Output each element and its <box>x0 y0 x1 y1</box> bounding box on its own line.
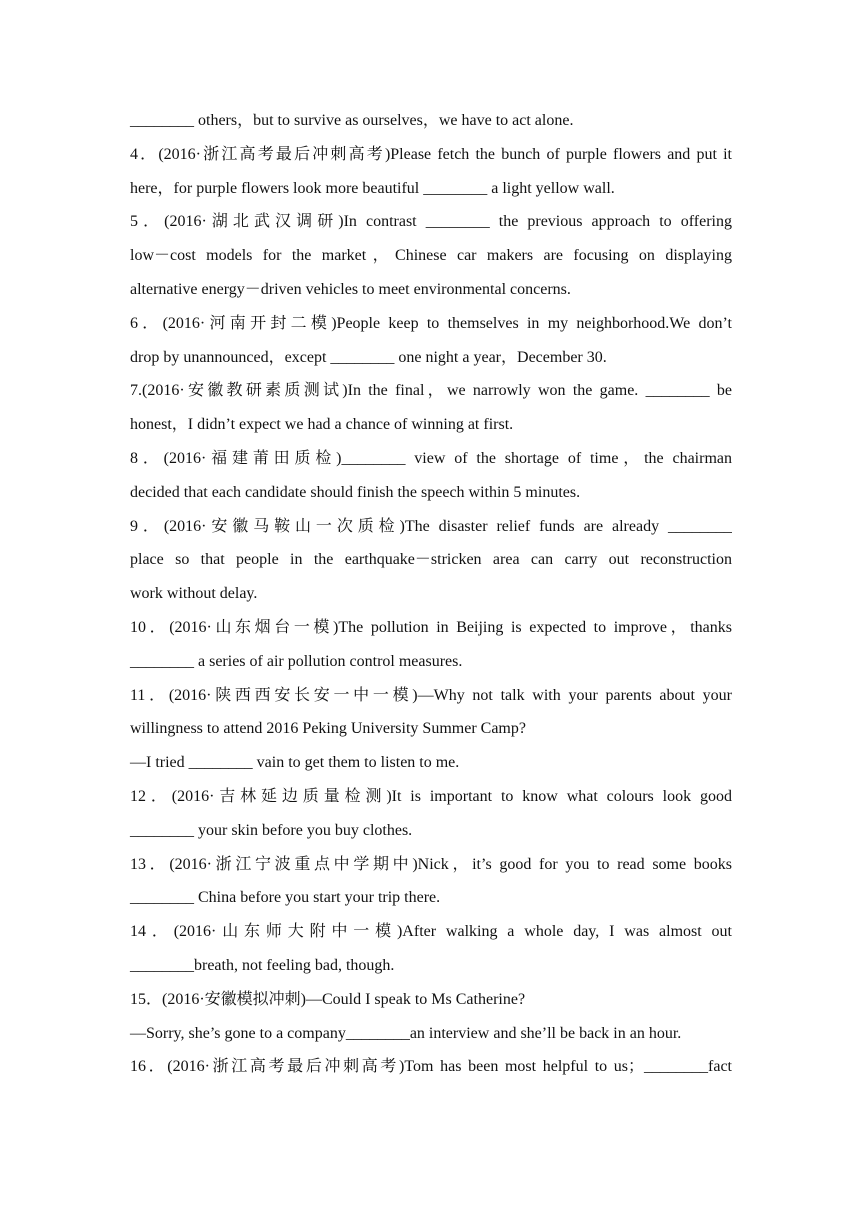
question-14-line-1: 14．(2016·山东师大附中一模)After walking a whole day, I was almost out <box>130 923 732 941</box>
question-11-line-3: —I tried ________ vain to get them to listen to me. <box>130 754 460 772</box>
question-9-line-1: 9．(2016·安徽马鞍山一次质检)The disaster relief funds are already ________ <box>130 517 732 535</box>
question-12-line-1: 12．(2016·吉林延边质量检测)It is important to know what colours look good <box>130 787 732 805</box>
question-16-line-1: 16．(2016·浙江高考最后冲刺高考)Tom has been most helpful to us；________fact <box>130 1058 732 1076</box>
question-6-line-2: drop by unannounced，except ________ one night a year，December 30. <box>130 348 607 366</box>
question-12-line-2: ________ your skin before you buy clothes. <box>130 821 413 839</box>
text-line: ________ others，but to survive as ourselves，we have to act alone. <box>130 112 574 129</box>
question-5-line-2: low－cost models for the market，Chinese car makers are focusing on displaying <box>130 247 732 265</box>
question-8-line-1: 8．(2016·福建莆田质检)________ view of the shortage of time，the chairman <box>130 449 732 467</box>
question-13-line-1: 13．(2016·浙江宁波重点中学期中)Nick，it’s good for you to read some books <box>130 855 732 873</box>
question-7-line-1: 7.(2016·安徽教研素质测试)In the final，we narrowly won the game. ________ be <box>130 382 732 400</box>
question-5-line-1: 5．(2016·湖北武汉调研)In contrast ________ the previous approach to offering <box>130 213 732 231</box>
question-4-line-2: here，for purple flowers look more beautiful ________ a light yellow wall. <box>130 179 615 197</box>
question-15-line-2: —Sorry, she’s gone to a company________an interview and she’ll be back in an hour. <box>130 1024 682 1042</box>
document-body <box>130 104 732 1084</box>
question-7-line-2: honest，I didn’t expect we had a chance of winning at first. <box>130 416 514 434</box>
question-10-line-1: 10．(2016·山东烟台一模)The pollution in Beijing is expected to improve，thanks <box>130 618 732 636</box>
question-13-line-2: ________ China before you start your trip there. <box>130 889 441 907</box>
question-9-line-3: work without delay. <box>130 585 258 603</box>
question-8-line-2: decided that each candidate should finish the speech within 5 minutes. <box>130 483 581 501</box>
question-9-line-2: place so that people in the earthquake－stricken area can carry out reconstruction <box>130 551 732 569</box>
question-6-line-1: 6．(2016·河南开封二模)People keep to themselves in my neighborhood.We don’t <box>130 314 732 332</box>
question-15-line-1: 15．(2016·安徽模拟冲刺)—Could I speak to Ms Catherine? <box>130 990 526 1008</box>
question-14-line-2: ________breath, not feeling bad, though. <box>130 956 395 974</box>
question-11-line-1: 11．(2016·陕西西安长安一中一模)—Why not talk with your parents about your <box>130 686 732 704</box>
question-11-line-2: willingness to attend 2016 Peking University Summer Camp? <box>130 720 526 738</box>
question-10-line-2: ________ a series of air pollution control measures. <box>130 652 463 670</box>
question-5-line-3: alternative energy－driven vehicles to meet environmental concerns. <box>130 280 571 298</box>
question-4-line-1: 4．(2016·浙江高考最后冲刺高考)Please fetch the bunch of purple flowers and put it <box>130 145 732 163</box>
